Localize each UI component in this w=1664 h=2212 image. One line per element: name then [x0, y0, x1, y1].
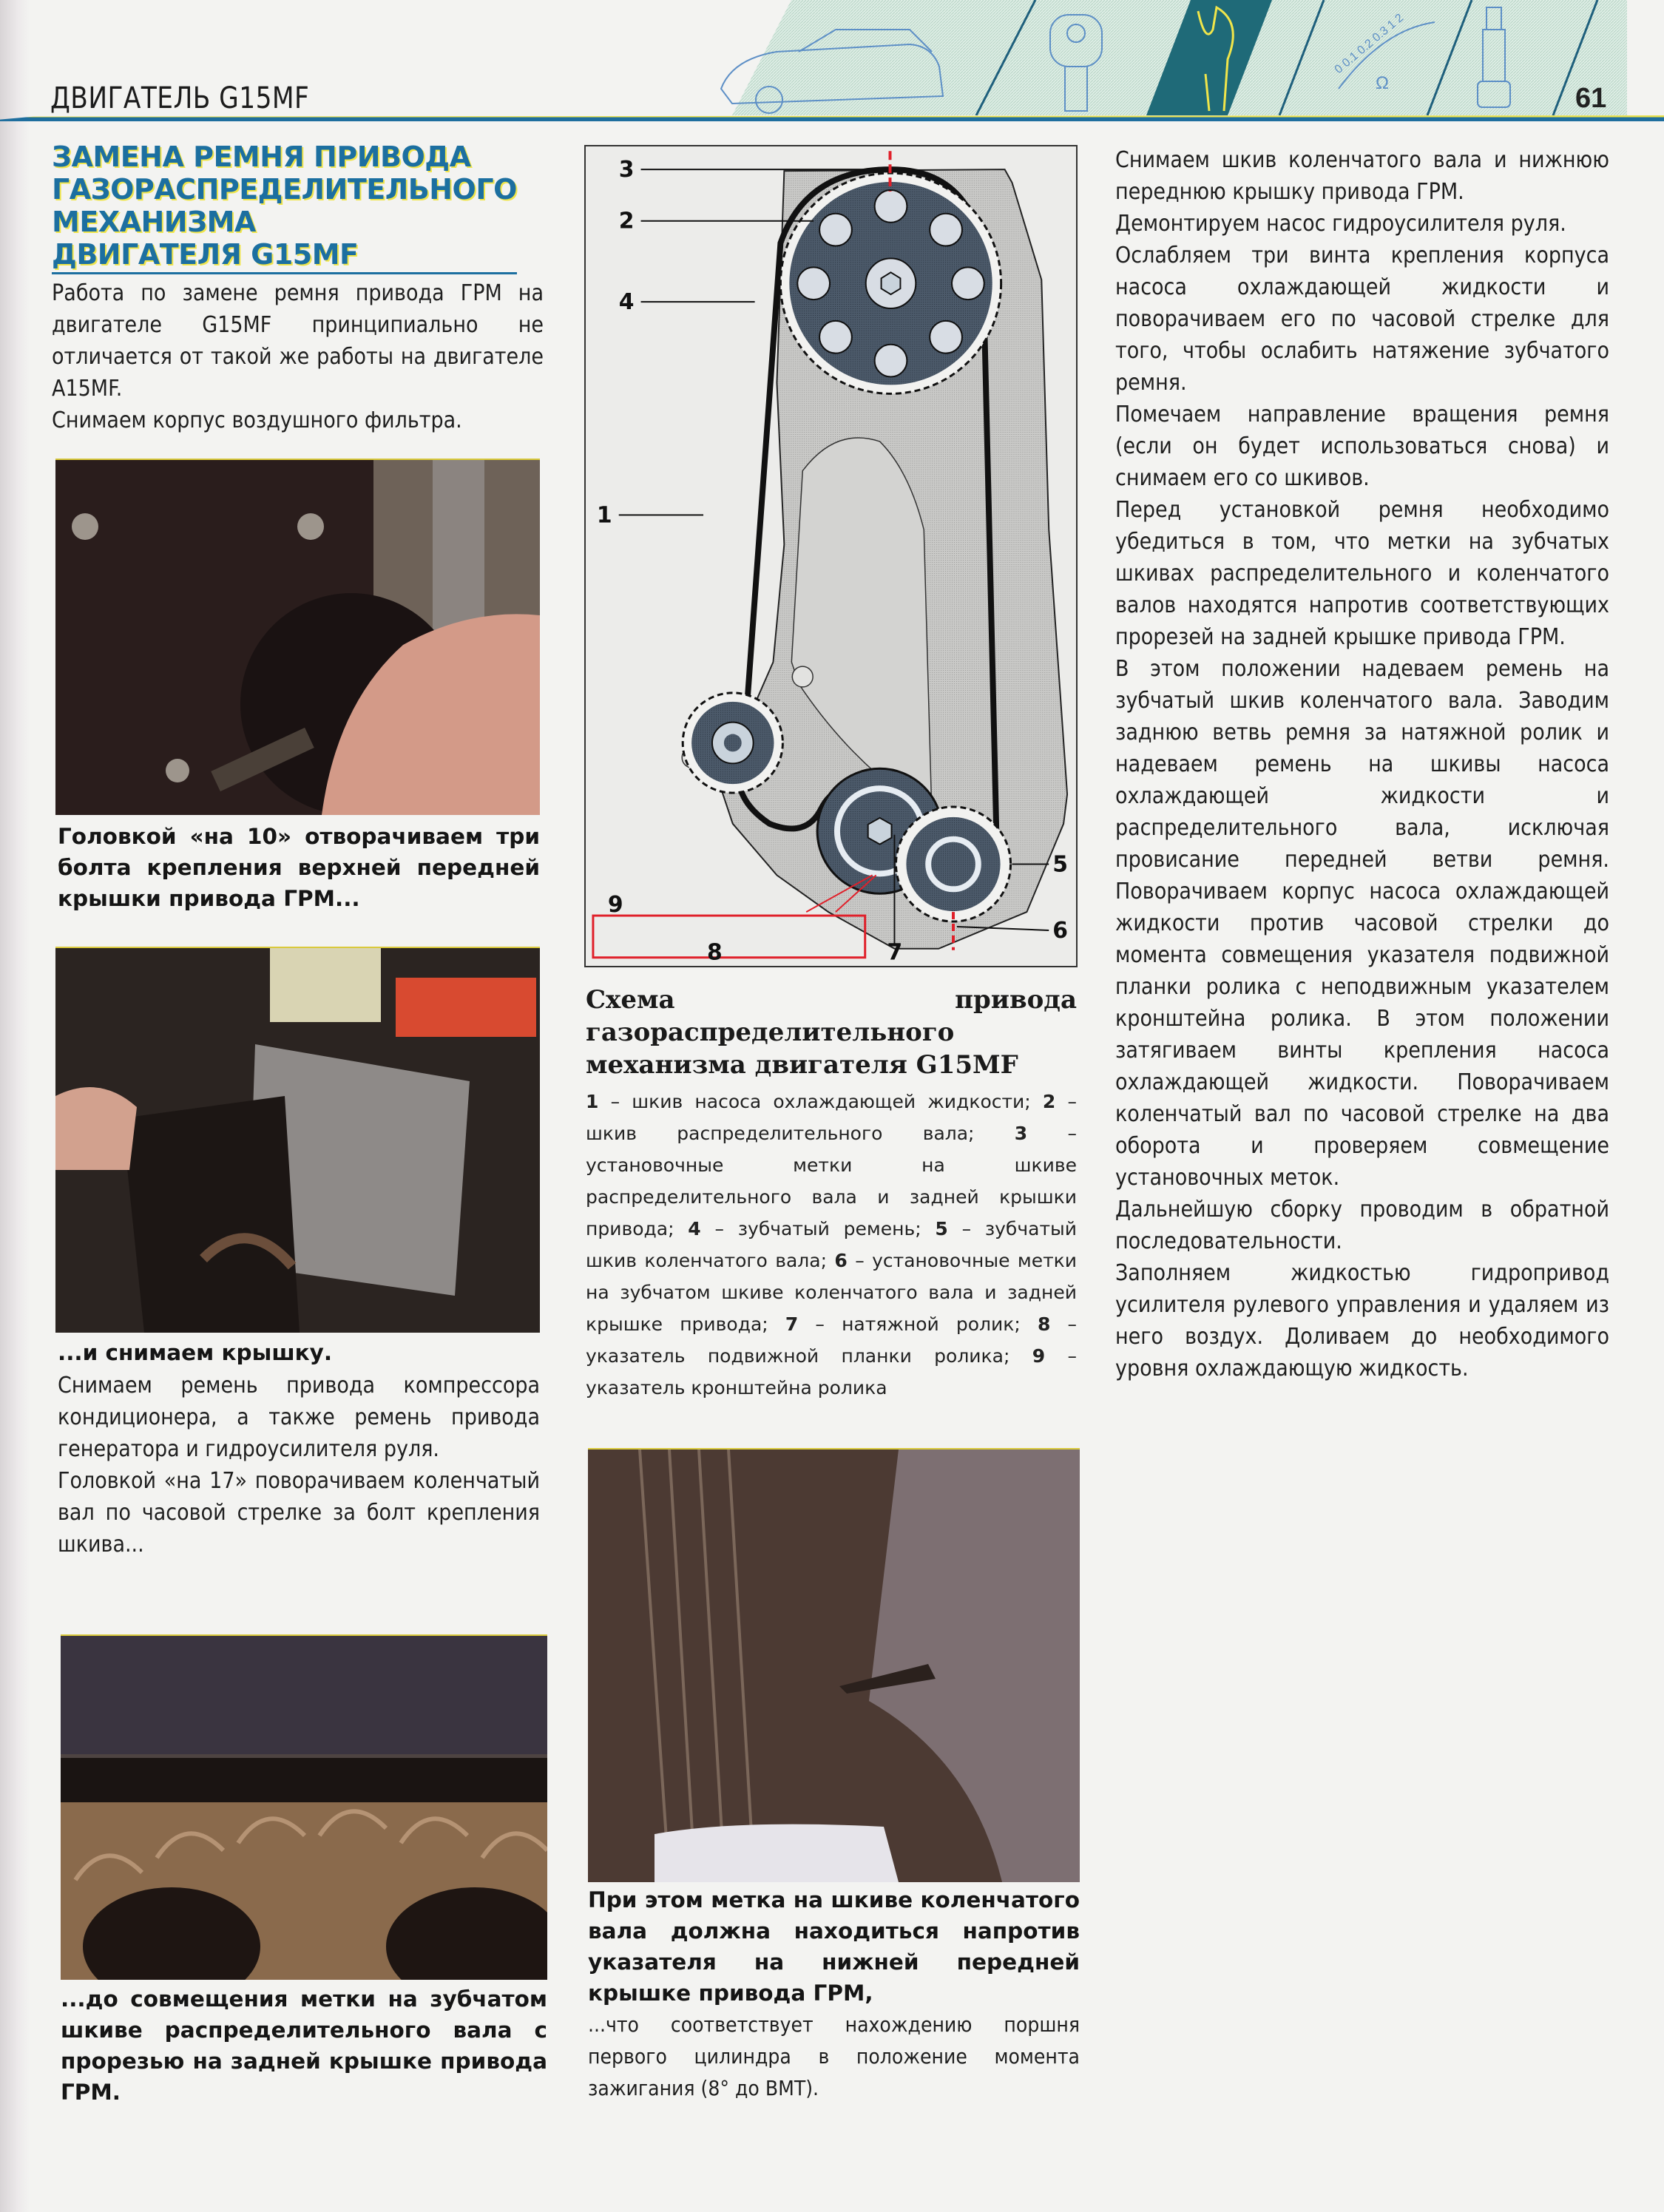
body-paragraph: Заполняем жидкостью гидропривод усилителя рулевого управления и удаляем из него воздух. Доливаем до необходимого уровня охлаждающую жидкость. [1115, 1260, 1609, 1381]
legend-text: зубчатый шкив коленчатого вала; [586, 1218, 1077, 1271]
legend-number: 8 [1037, 1313, 1051, 1335]
bolt-icon [792, 666, 813, 687]
water-pump-pulley [683, 693, 782, 793]
header-rule [0, 115, 1664, 121]
body-paragraph: Дальнейшую сборку проводим в обратной последовательности. [1115, 1197, 1609, 1254]
crankshaft-pulley [896, 807, 1010, 921]
intro-paragraph: Работа по замене ремня привода ГРМ на двигателе G15MF принципиально не отличается от такой же работы на двигателе A15MF. [52, 280, 544, 402]
photo1-caption: Головкой «на 10» отворачиваем три болта крепления верхней передней крышки привода ГРМ... [58, 824, 540, 911]
section-title-line: ДВИГАТЕЛЯ G15MF [52, 238, 359, 271]
intro-text [52, 277, 544, 436]
photo3-caption: ...до совмещения метки на зубчатом шкиве распределительного вала с прорезью на задней крышке привода ГРМ. [61, 1986, 547, 2105]
running-title: ДВИГАТЕЛЬ G15MF [50, 81, 310, 115]
legend-number: 6 [834, 1250, 848, 1271]
callout-5: 5 [1052, 851, 1068, 878]
legend-number: 3 [1014, 1123, 1028, 1144]
body-paragraph: Перед установкой ремня необходимо убедиться в том, что метки на зубчатых шкивах распределительного и коленчатого валов находятся напротив соответствующих прорезей на задней крышке привода ГРМ. [1115, 497, 1609, 650]
legend-number: 9 [1032, 1345, 1046, 1367]
photo4-caption [588, 1884, 1080, 2104]
legend-text: указатель кронштейна ролика [586, 1377, 887, 1398]
photo-removing-cover-bolts [55, 459, 540, 815]
photo2-caption: ...и снимаем крышку. [58, 1340, 333, 1365]
callout-6: 6 [1052, 917, 1068, 944]
body-paragraph: Снимаем ремень привода компрессора кондиционера, а также ремень привода генератора и гидроусилителя руля. [58, 1373, 540, 1462]
legend-text: указатель подвижной планки ролика; [586, 1345, 1010, 1367]
body-paragraph: Снимаем шкив коленчатого вала и нижнюю переднюю крышку привода ГРМ. [1115, 147, 1609, 205]
left-column [52, 141, 544, 436]
callout-9: 9 [607, 892, 623, 919]
callout-4: 4 [618, 289, 635, 316]
header-illustration-band [688, 0, 1627, 115]
meter-unit-label: Ω [1376, 73, 1389, 93]
callout-1: 1 [596, 502, 612, 529]
meter-scale-label: 0 0.1 0.2 0.3 1 2 [1332, 11, 1407, 77]
callout-8: 8 [707, 939, 723, 966]
callout-3: 3 [618, 157, 635, 183]
legend-text: шкив насоса охлаждающей жидкости; [632, 1091, 1031, 1112]
photo-camshaft-pulley-mark [61, 1634, 547, 1980]
callout-7: 7 [887, 939, 903, 966]
photo-engine-bay-cover-removed [55, 947, 540, 1333]
page-header [0, 0, 1664, 126]
body-paragraph: В этом положении надеваем ремень на зубчатый шкив коленчатого вала. Заводим заднюю ветвь ремня за натяжной ролик и надеваем ремень на шкивы насоса охлаждающей жидкости и распределительного вала, исключая провисание передней ветви ремня. Поворачиваем корпус насоса охлаждающей жидкости против часовой стрелки до момента совмещения указателя подвижной планки ролика с неподвижным указателем кронштейна ролика. В этом положении затягиваем винты крепления насоса охлаждающей жидкости. Поворачиваем коленчатый вал по часовой стрелке на два оборота и проверяем совмещение установочных меток. [1115, 656, 1609, 1191]
legend-text: зубчатый ремень; [737, 1218, 921, 1239]
section-title-line: ЗАМЕНА РЕМНЯ ПРИВОДА [52, 141, 471, 173]
body-paragraph: Помечаем направление вращения ремня (если он будет использоваться снова) и снимаем его со шкивов. [1115, 402, 1609, 491]
legend-text: шкив распределительного вала; [586, 1123, 975, 1144]
legend-text: натяжной ролик; [842, 1313, 1021, 1335]
diagram-legend: 1 – шкив насоса охлаждающей жидкости; 2 – шкив распределительного вала; 3 – установочные метки на шкиве распределительного вала и задней крышки привода; 4 – зубчатый ремень; 5 – зубчатый шкив коленчатого вала; 6 – установочные метки на зубчатом шкиве коленчатого вала и задней крышке привода; 7 – натяжной ролик; 8 – указатель подвижной планки ролика; 9 – указатель кронштейна ролика [586, 1091, 1078, 1398]
legend-number: 2 [1042, 1091, 1056, 1112]
legend-text: установочные метки на зубчатом шкиве коленчатого вала и задней крышке привода; [586, 1250, 1077, 1335]
legend-number: 1 [586, 1091, 599, 1112]
left-body-text [58, 1370, 540, 1560]
page-gutter-shadow [0, 0, 30, 2212]
camshaft-pulley [780, 173, 1001, 393]
section-title [52, 141, 517, 274]
right-column-text [1115, 144, 1609, 1384]
legend-text: установочные метки на шкиве распределительного вала и задней крышки привода; [586, 1154, 1077, 1239]
diagram-title: Схема привода газораспределительного механизма двигателя G15MF [586, 985, 1077, 1080]
timing-belt-diagram [584, 145, 1078, 967]
legend-number: 7 [785, 1313, 799, 1335]
body-paragraph: Головкой «на 17» поворачиваем коленчатый вал по часовой стрелке за болт крепления шкива... [58, 1468, 540, 1557]
legend-number: 4 [688, 1218, 701, 1239]
callout-2: 2 [618, 208, 635, 234]
page-number: 61 [1575, 83, 1607, 114]
legend-number: 5 [935, 1218, 948, 1239]
body-paragraph: Демонтируем насос гидроусилителя руля. [1115, 211, 1566, 237]
photo4-caption-regular: ...что соответствует нахождению поршня первого цилиндра в положение момента зажигания (8° до ВМТ). [588, 2012, 1080, 2100]
body-paragraph: Ослабляем три винта крепления корпуса насоса охлаждающей жидкости и поворачиваем его по часовой стрелке для того, чтобы ослабить натяжение зубчатого ремня. [1115, 243, 1609, 396]
photo4-caption-bold: При этом метка на шкиве коленчатого вала должна находиться напротив указателя на нижней передней крышке привода ГРМ, [588, 1887, 1080, 2006]
intro-paragraph: Снимаем корпус воздушного фильтра. [52, 407, 462, 433]
photo-crankshaft-pulley-mark [588, 1448, 1080, 1882]
section-title-line: МЕХАНИЗМА [52, 206, 256, 238]
section-title-line: ГАЗОРАСПРЕДЕЛИТЕЛЬНОГО [52, 173, 517, 206]
